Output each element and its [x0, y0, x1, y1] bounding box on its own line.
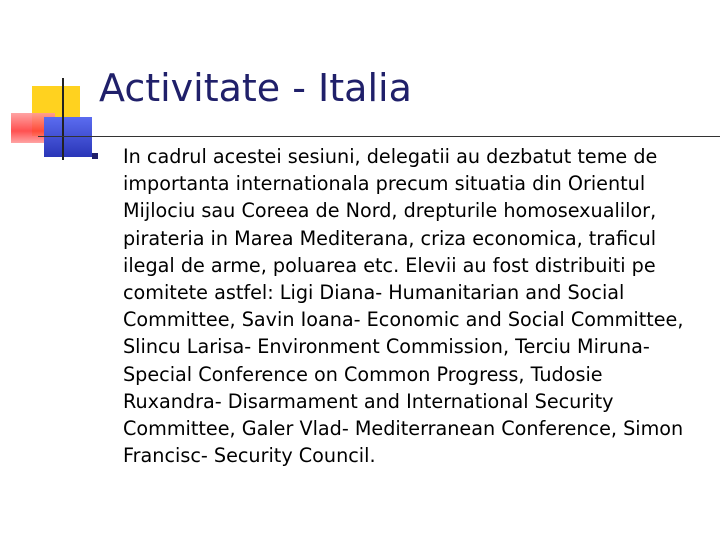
title-divider-line: [38, 136, 720, 137]
square-bullet-icon: [92, 153, 98, 159]
slide-title: Activitate - Italia: [99, 66, 412, 110]
bullet-item: [92, 143, 692, 469]
bullet-list: [92, 143, 692, 469]
decorative-blue-square: [44, 117, 92, 157]
bullet-text: In cadrul acestei sesiuni, delegatii au dezbatut teme de importanta internationala precum situatia din Orientul Mijlociu sau Coreea de Nord, drepturile homosexualilor, pirateria in Marea Mediterana, criza economica, traficul ilegal de arme, poluarea etc. Elevii au fost distribuiti pe comitete astfel: Ligi Diana- Humanitarian and Social Committee, Savin Ioana- Economic and Social Committee, Slincu Larisa- Environment Commission, Terciu Miruna- Special Conference on Common Progress, Tudosie Ruxandra- Disarmament and International Security Committee, Galer Vlad- Mediterranean Conference, Simon Francisc- Security Council.: [123, 145, 684, 468]
decorative-vertical-line: [62, 78, 64, 160]
